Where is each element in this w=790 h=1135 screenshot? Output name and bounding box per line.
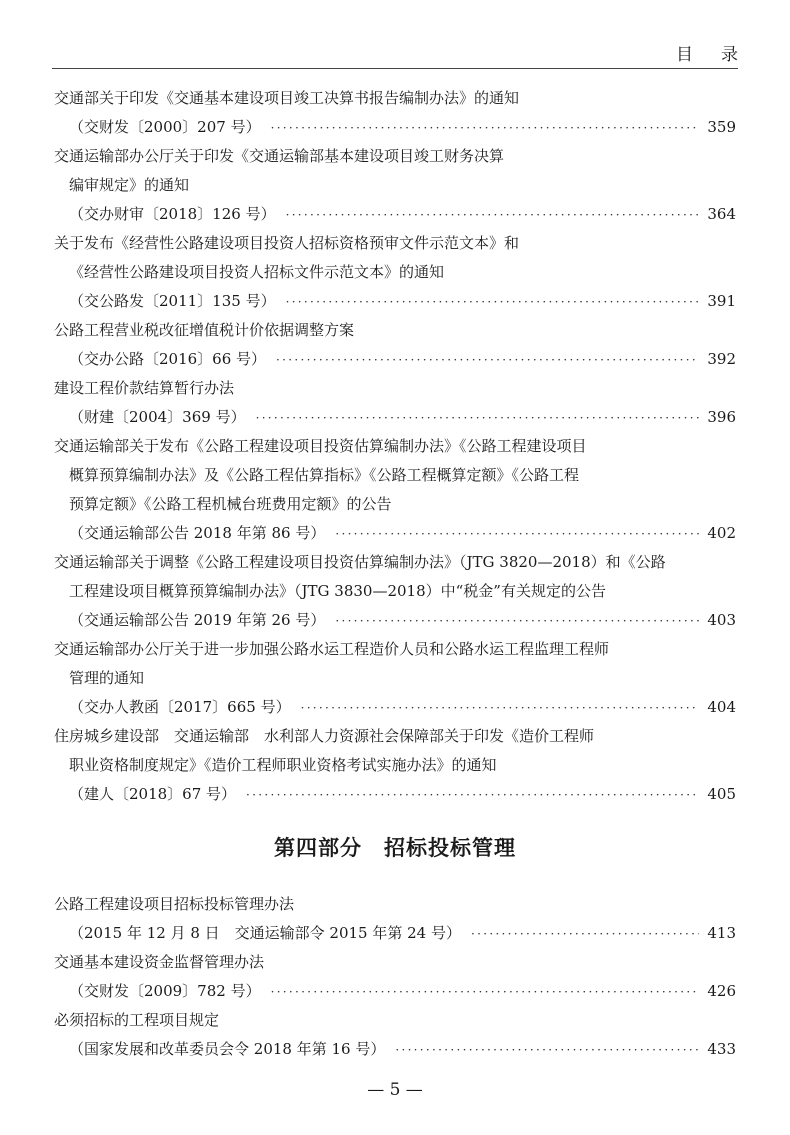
toc-entry-ref: （财建〔2004〕369 号）	[69, 408, 246, 426]
toc-entry-title-line: 交通运输部办公厅关于进一步加强公路水运工程造价人员和公路水运工程监理工程师	[54, 640, 610, 658]
toc-entry-ref: （交财发〔2009〕782 号）	[69, 982, 261, 1000]
toc-entry-title-line: 概算预算编制办法》及《公路工程估算指标》《公路工程概算定额》《公路工程	[69, 466, 580, 484]
toc-entry-page: 405	[707, 785, 736, 803]
dot-leader	[271, 978, 700, 1007]
toc-entry-title-line: 交通运输部关于发布《公路工程建设项目投资估算编制办法》《公路工程建设项目	[54, 437, 587, 455]
toc-entry-ref-line	[54, 606, 736, 635]
toc-entry-ref-line	[54, 113, 736, 142]
toc-entry-page: 426	[707, 982, 736, 1000]
toc-entry[interactable]	[54, 948, 736, 1006]
toc-entry[interactable]	[54, 316, 736, 374]
toc-entry[interactable]	[54, 374, 736, 432]
toc-entry[interactable]	[54, 142, 736, 229]
toc-entry-ref-line	[54, 403, 736, 432]
dot-leader	[271, 114, 700, 143]
toc-entry-page: 404	[707, 698, 736, 716]
dot-leader	[276, 346, 699, 375]
dot-leader	[286, 288, 700, 317]
toc-entry[interactable]	[54, 432, 736, 548]
toc-entry-ref: （交财发〔2000〕207 号）	[69, 118, 261, 136]
toc-entry-ref: （交办公路〔2016〕66 号）	[69, 350, 267, 368]
toc-entry-title-line: 公路工程营业税改征增值税计价依据调整方案	[54, 321, 355, 339]
toc-list-part4	[54, 890, 736, 1064]
toc-entry-page: 433	[707, 1040, 736, 1058]
toc-entry-page: 364	[707, 205, 736, 223]
running-header	[52, 38, 766, 69]
toc-entry-title-line: 编审规定》的通知	[69, 176, 190, 194]
toc-entry[interactable]	[54, 229, 736, 316]
toc-entry-ref: （交通运输部公告 2018 年第 86 号）	[69, 524, 326, 542]
toc-entry-title-line: 必须招标的工程项目规定	[54, 1011, 220, 1029]
dot-leader	[246, 781, 699, 810]
toc-entry-ref-line	[54, 345, 736, 374]
toc-entry[interactable]	[54, 84, 736, 142]
toc-entry-page: 391	[707, 292, 736, 310]
toc-entry-ref-line	[54, 519, 736, 548]
dot-leader	[256, 404, 700, 433]
dot-leader	[335, 607, 699, 636]
toc-entry-ref-line	[54, 780, 736, 809]
toc-entry-title-line: 交通运输部关于调整《公路工程建设项目投资估算编制办法》（JTG 3820—2018）和《公路	[54, 553, 666, 571]
toc-entry-title-line: 交通运输部办公厅关于印发《交通运输部基本建设项目竣工财务决算	[54, 147, 505, 165]
toc-entry-title-line: 建设工程价款结算暂行办法	[54, 379, 235, 397]
toc-entry-page: 413	[707, 924, 736, 942]
toc-entry-page: 359	[707, 118, 736, 136]
toc-entry-title-line: 公路工程建设项目招标投标管理办法	[54, 895, 295, 913]
toc-entry-ref-line	[54, 693, 736, 722]
dot-leader	[471, 920, 699, 949]
toc-entry-title-line: 职业资格制度规定》《造价工程师职业资格考试实施办法》的通知	[69, 756, 497, 774]
toc-entry-ref: （交办人教函〔2017〕665 号）	[69, 698, 291, 716]
section-title: 第四部分 招标投标管理	[274, 835, 516, 860]
toc-entry-title-line: 交通部关于印发《交通基本建设项目竣工决算书报告编制办法》的通知	[54, 89, 520, 107]
toc-entry-ref-line	[54, 287, 736, 316]
toc-entry-ref-line	[54, 200, 736, 229]
toc-entry-title-line: 预算定额》《公路工程机械台班费用定额》的公告	[69, 495, 392, 513]
toc-entry-ref: （2015 年 12 月 8 日 交通运输部令 2015 年第 24 号）	[69, 924, 461, 942]
toc-entry[interactable]	[54, 548, 736, 635]
toc-entry-title-line: 工程建设项目概算预算编制办法》（JTG 3830—2018）中“税金”有关规定的公告	[69, 582, 606, 600]
toc-list-part3	[54, 84, 736, 809]
header-title: 目录	[676, 45, 766, 65]
toc-entry-ref-line	[54, 919, 736, 948]
toc-entry-ref: （交通运输部公告 2019 年第 26 号）	[69, 611, 326, 629]
toc-entry-ref-line	[54, 1035, 736, 1064]
toc-entry-page: 403	[707, 611, 736, 629]
toc-entry[interactable]	[54, 635, 736, 722]
dot-leader	[286, 201, 700, 230]
page-number: — 5 —	[367, 1080, 423, 1100]
dot-leader	[335, 520, 699, 549]
toc-entry-page: 402	[707, 524, 736, 542]
toc-entry[interactable]	[54, 890, 736, 948]
toc-entry-ref: （建人〔2018〕67 号）	[69, 785, 237, 803]
toc-entry-ref: （交办财审〔2018〕126 号）	[69, 205, 276, 223]
toc-entry-page: 392	[707, 350, 736, 368]
toc-entry-title-line: 交通基本建设资金监督管理办法	[54, 953, 265, 971]
toc-entry-page: 396	[707, 408, 736, 426]
toc-entry-title-line: 《经营性公路建设项目投资人招标文件示范文本》的通知	[69, 263, 445, 281]
toc-entry[interactable]	[54, 1006, 736, 1064]
toc-entry-ref-line	[54, 977, 736, 1006]
toc-entry-title-line: 住房城乡建设部 交通运输部 水利部人力资源社会保障部关于印发《造价工程师	[54, 727, 595, 745]
toc-entry-title-line: 管理的通知	[69, 669, 145, 687]
toc-entry[interactable]	[54, 722, 736, 809]
dot-leader	[301, 694, 700, 723]
dot-leader	[395, 1036, 699, 1065]
toc-entry-title-line: 关于发布《经营性公路建设项目投资人招标资格预审文件示范文本》和	[54, 234, 520, 252]
toc-entry-ref: （交公路发〔2011〕135 号）	[69, 292, 276, 310]
toc-entry-ref: （国家发展和改革委员会令 2018 年第 16 号）	[69, 1040, 386, 1058]
